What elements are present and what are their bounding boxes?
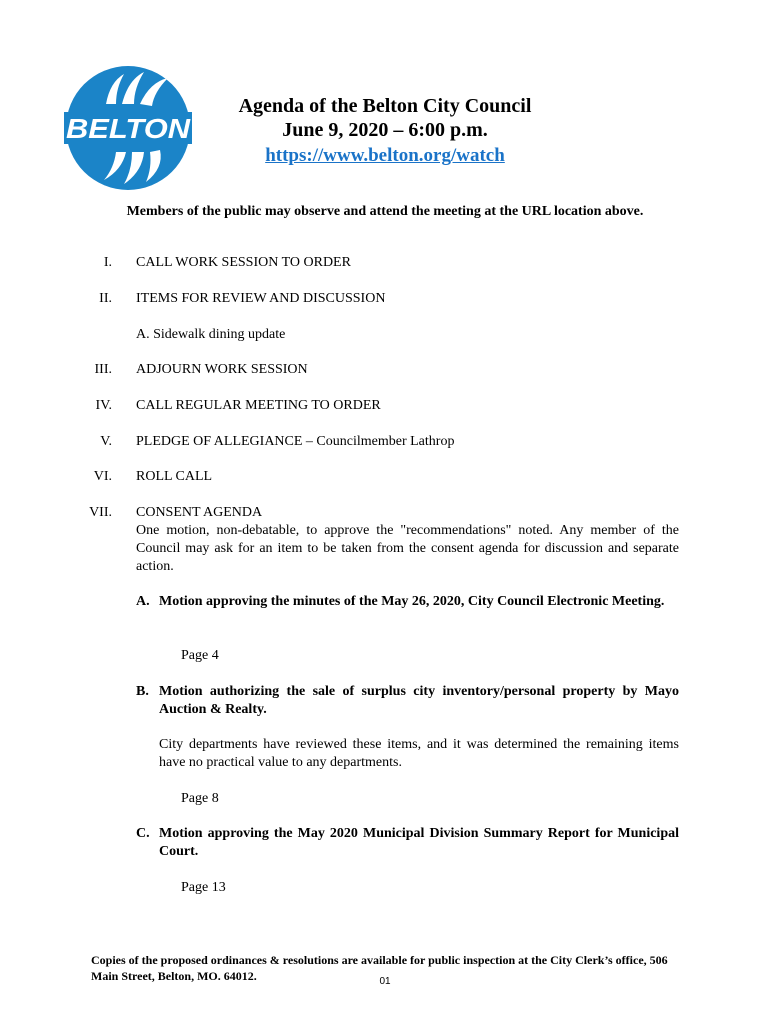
sub-item-text: A. Sidewalk dining update [136,327,286,342]
belton-logo [64,64,192,192]
item-number: VI. [93,469,112,484]
item-number: I. [103,255,112,270]
item-text: CONSENT AGENDA [136,505,263,520]
item-text: CALL REGULAR MEETING TO ORDER [136,398,381,413]
footer-note: Copies of the proposed ordinances & resolutions are available for public inspection at the City Clerk’s office, 506 Main Street, Belton, MO. 64012. [91,953,668,983]
item-number: VII. [89,505,112,520]
logo-text: BELTON [66,113,191,144]
meeting-date: June 9, 2020 – 6:00 p.m. [282,119,488,141]
item-text: ROLL CALL [136,469,213,484]
item-number: V. [100,434,112,449]
sub-item-letter: B. [136,684,149,699]
document-title: Agenda of the Belton City Council [238,95,532,117]
page-reference: Page 4 [181,648,219,663]
sub-item-letter: A. [136,594,150,609]
sub-item-letter: C. [136,826,150,841]
sub-item-note: City departments have reviewed these items, and it was determined the remaining items have no practical value to any departments. [159,737,679,770]
document-header [200,94,570,168]
item-number: II. [99,291,112,306]
page-reference: Page 13 [181,880,226,895]
page-number: 01 [379,976,391,987]
item-text: ADJOURN WORK SESSION [136,362,308,377]
item-number: III. [94,362,112,377]
intro-text: Members of the public may observe and attend the meeting at the URL location above. [126,204,644,219]
sub-item-title: Motion approving the May 2020 Municipal Division Summary Report for Municipal Court. [159,826,679,859]
consent-description: One motion, non-debatable, to approve the "recommendations" noted. Any member of the Council may ask for an item to be taken from the consent agenda for discussion and separate action. [136,523,679,574]
sub-item-title: Motion approving the minutes of the May 26, 2020, City Council Electronic Meeting. [159,594,665,609]
item-text: ITEMS FOR REVIEW AND DISCUSSION [136,291,386,306]
sub-item-title: Motion authorizing the sale of surplus city inventory/personal property by Mayo Auction & Realty. [159,684,679,717]
item-text: PLEDGE OF ALLEGIANCE – Councilmember Lathrop [136,434,455,449]
item-text: CALL WORK SESSION TO ORDER [136,255,351,270]
page-reference: Page 8 [181,791,219,806]
item-number: IV. [95,398,112,413]
watch-link[interactable]: https://www.belton.org/watch [265,145,505,166]
